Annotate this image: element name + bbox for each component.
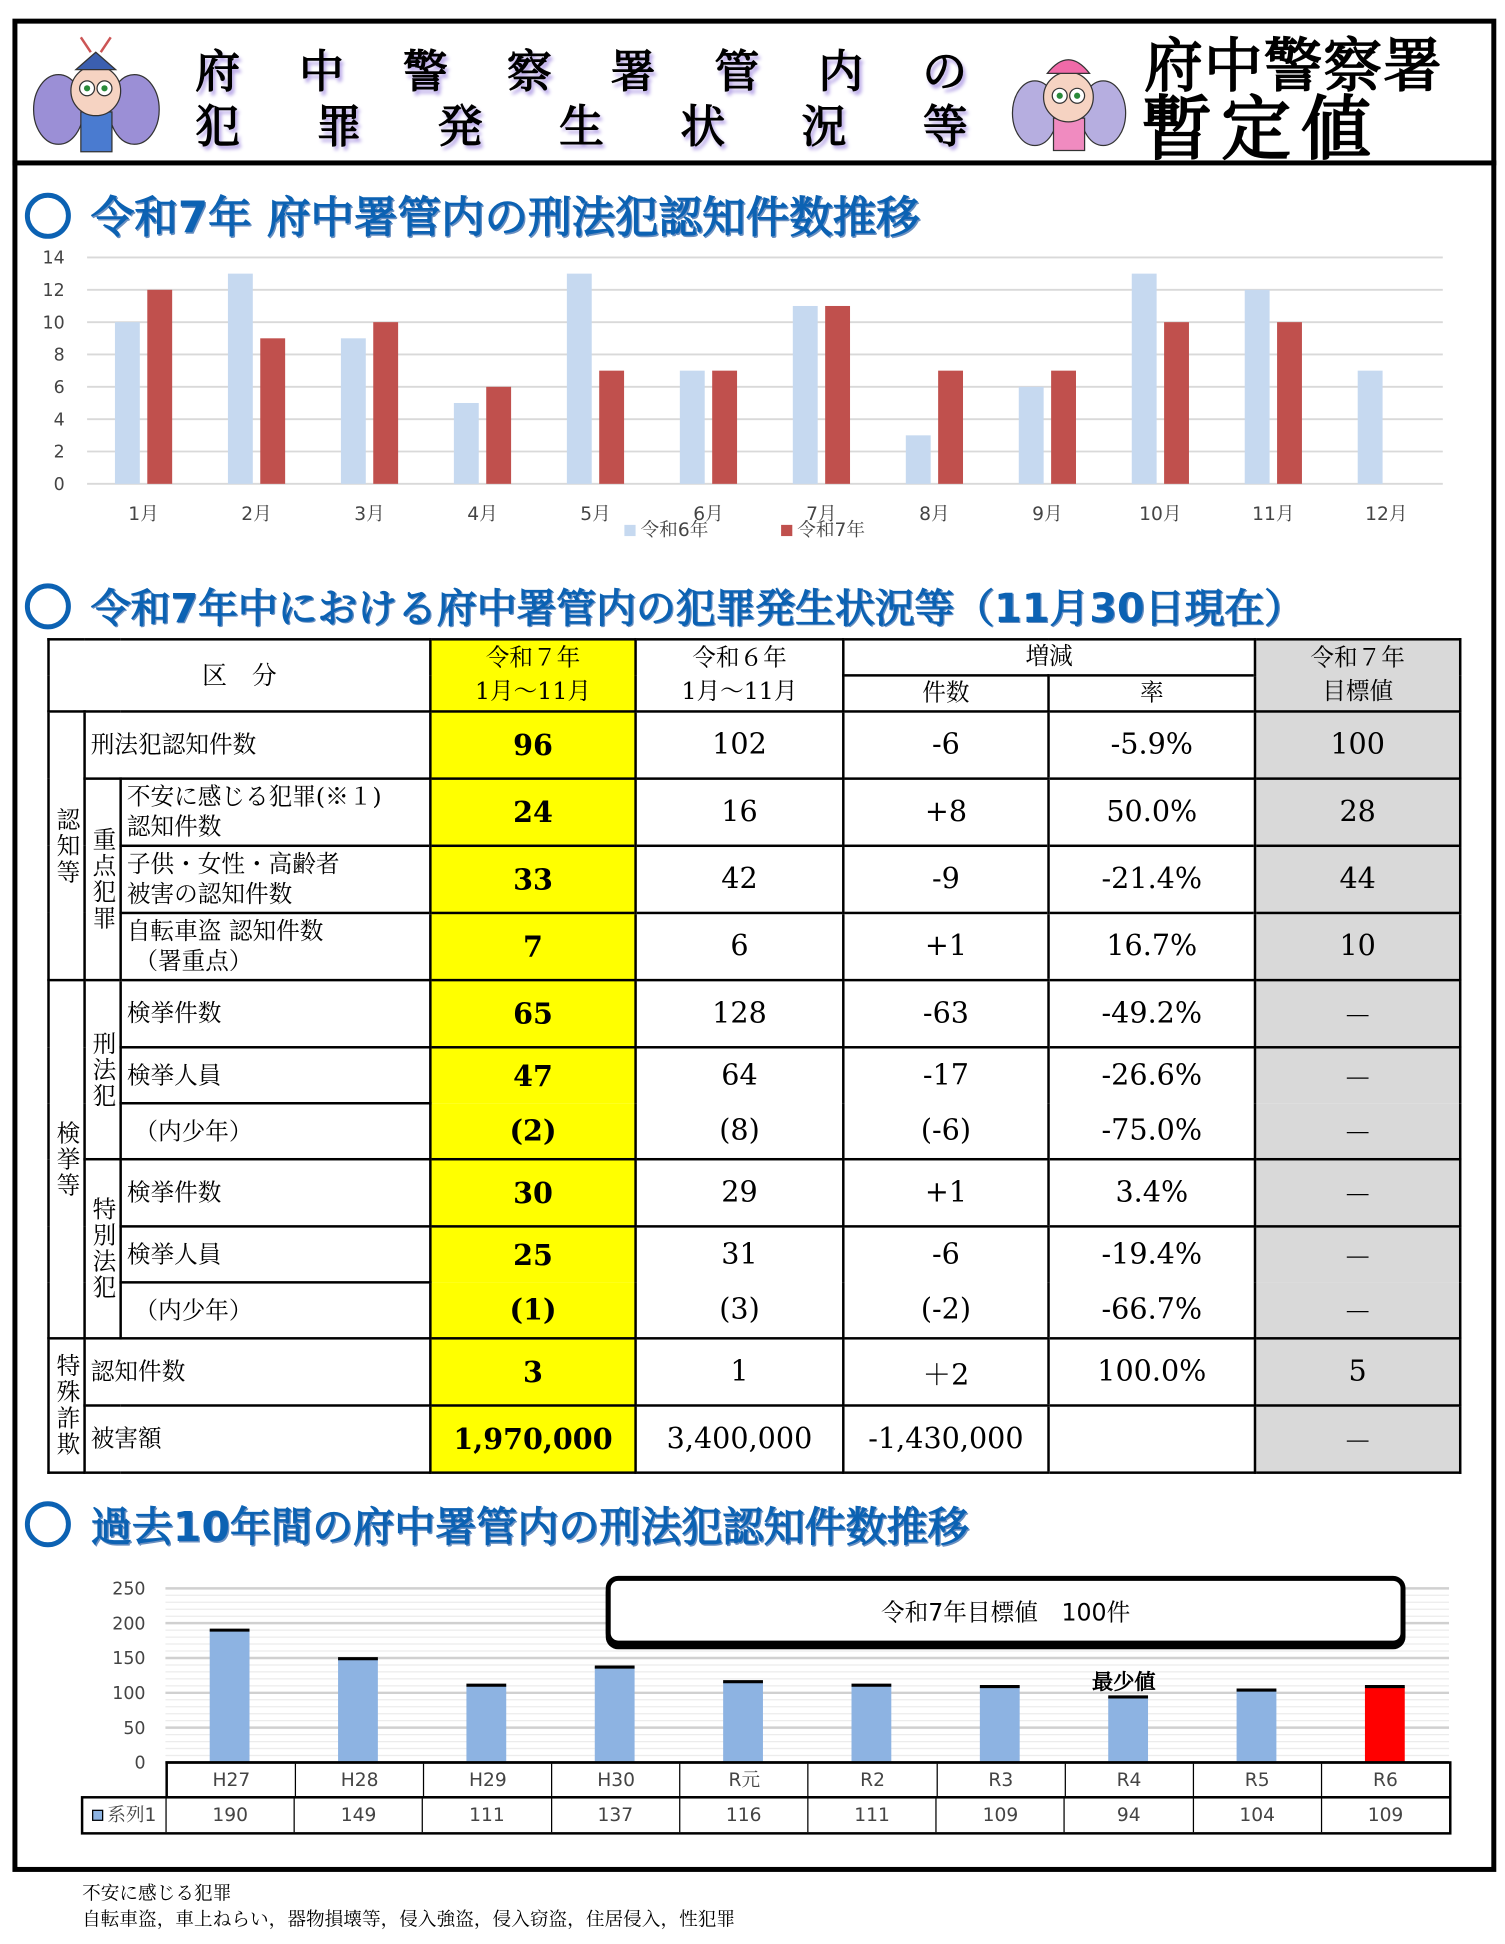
row-label-line: 刑法犯認知件数 <box>90 731 257 759</box>
table-row <box>49 1226 1461 1282</box>
category-row <box>165 1761 1451 1798</box>
x-tick-label: R元 <box>680 1764 808 1796</box>
data-label: 149 <box>294 1799 422 1833</box>
value-r7: 47 <box>430 1047 635 1103</box>
row-label-line: 不安に感じる犯罪(※１) <box>126 783 382 811</box>
value-r6: (8) <box>636 1103 844 1159</box>
bar-r6 <box>906 435 931 484</box>
y-tick-label: 8 <box>53 345 65 366</box>
title-char: 況 <box>801 101 847 153</box>
row-label-line: 検挙件数 <box>126 1179 222 1207</box>
bar-year <box>723 1682 763 1763</box>
footnote <box>82 1881 735 1933</box>
bar-year <box>338 1659 378 1763</box>
value-target: 44 <box>1255 846 1460 913</box>
row-label-line: （署重点） <box>134 947 253 976</box>
value-r6: (3) <box>636 1282 844 1338</box>
group-label: 検挙等 <box>49 980 85 1338</box>
row-label-line: 被害額 <box>90 1425 162 1453</box>
table-row <box>49 1159 1461 1226</box>
x-tick-label: R4 <box>1064 1764 1192 1796</box>
value-r7: 3 <box>430 1338 635 1405</box>
table-row <box>49 913 1461 980</box>
x-tick-label: H28 <box>295 1764 423 1796</box>
section-heading-status <box>25 577 1304 634</box>
header-r7-period: 1月～11月 <box>474 677 591 706</box>
value-r7: 96 <box>430 711 635 778</box>
bar-r6 <box>1132 274 1157 484</box>
bar-year <box>210 1630 250 1762</box>
title-char: 中 <box>299 47 344 99</box>
value-r7: 1,970,000 <box>430 1405 635 1472</box>
subgroup-label: 重点犯罪 <box>85 779 121 980</box>
title-char: 罪 <box>316 101 362 153</box>
row-label <box>121 913 431 980</box>
bar-year <box>466 1685 506 1762</box>
header-r7 <box>430 639 635 711</box>
bar-r6 <box>228 274 253 484</box>
table-row <box>49 779 1461 846</box>
title-char: 内 <box>818 47 864 99</box>
bar-r6 <box>793 306 818 484</box>
header-target-year: 令和７年 <box>1310 644 1405 672</box>
x-tick-label: 11月 <box>1252 503 1295 525</box>
x-tick-label: 8月 <box>919 503 950 525</box>
police-mascot-icon <box>31 35 162 157</box>
y-tick-label: 4 <box>53 410 65 431</box>
title-char: 警 <box>402 47 448 99</box>
table-row <box>49 1405 1461 1472</box>
row-label <box>85 1405 431 1472</box>
row-label-line: 自転車盗 認知件数 <box>126 917 324 946</box>
y-tick-label: 6 <box>53 378 65 399</box>
header-rate: 率 <box>1049 675 1255 711</box>
x-tick-label: 2月 <box>241 503 272 525</box>
provisional-label: 暫定値 <box>1141 89 1381 171</box>
value-rate: -26.6% <box>1049 1047 1255 1103</box>
value-diff: +1 <box>843 913 1048 980</box>
value-r6: 102 <box>636 711 844 778</box>
table-row <box>49 980 1461 1047</box>
bar-r7 <box>1051 371 1076 484</box>
value-diff: -17 <box>843 1047 1048 1103</box>
crime-status-table <box>47 638 1461 1474</box>
title-char: 犯 <box>195 101 241 153</box>
row-label <box>85 711 431 778</box>
x-tick-label: 6月 <box>693 503 724 525</box>
bar-year <box>980 1687 1020 1763</box>
section-title: 令和7年中における府中署管内の犯罪発生状況等（11月30日現在） <box>90 584 1304 632</box>
data-label: 111 <box>422 1799 550 1833</box>
title-char: 署 <box>610 47 656 99</box>
header-r6-year: 令和６年 <box>692 644 787 672</box>
circle-bullet-icon <box>25 1501 71 1547</box>
value-diff: -6 <box>843 1226 1048 1282</box>
row-label <box>121 1226 431 1282</box>
bar-year <box>1365 1687 1405 1763</box>
data-label: 190 <box>165 1799 293 1833</box>
x-tick-label: 1月 <box>128 503 159 525</box>
x-tick-label: 3月 <box>354 503 385 525</box>
circle-bullet-icon <box>25 583 71 629</box>
bar-r6 <box>680 371 705 484</box>
value-r6: 3,400,000 <box>636 1405 844 1472</box>
title-char: 生 <box>559 101 604 153</box>
monthly-bar-chart <box>0 236 1505 547</box>
bar-year <box>595 1667 635 1762</box>
title-char: 府 <box>195 47 241 99</box>
value-diff: -63 <box>843 980 1048 1047</box>
value-r6: 31 <box>636 1226 844 1282</box>
value-diff: -1,430,000 <box>843 1405 1048 1472</box>
y-tick-label: 100 <box>112 1684 146 1705</box>
value-rate: 3.4% <box>1049 1159 1255 1226</box>
y-tick-label: 14 <box>42 248 65 269</box>
y-tick-label: 150 <box>112 1649 146 1670</box>
row-label-line: 子供・女性・高齢者 <box>126 850 340 879</box>
value-diff: (-2) <box>843 1282 1048 1338</box>
group-label: 特殊詐欺 <box>49 1338 85 1472</box>
x-tick-label: H29 <box>423 1764 551 1796</box>
value-target: 28 <box>1255 779 1460 846</box>
legend-label: 系列1 <box>107 1803 157 1826</box>
title-char: 管 <box>714 47 760 99</box>
value-r6: 16 <box>636 779 844 846</box>
row-label <box>121 1047 431 1103</box>
table-row <box>49 1103 1461 1159</box>
value-diff: +1 <box>843 1159 1048 1226</box>
x-tick-label: H27 <box>212 1768 251 1792</box>
value-r7: 25 <box>430 1226 635 1282</box>
data-label: 109 <box>1321 1799 1449 1833</box>
header-r6 <box>636 639 844 711</box>
footnote-title: 不安に感じる犯罪 <box>82 1881 232 1905</box>
y-tick-label: 2 <box>53 442 65 463</box>
subgroup-label: 特別法犯 <box>85 1159 121 1338</box>
value-rate: -66.7% <box>1049 1282 1255 1338</box>
y-tick-label: 12 <box>42 281 65 302</box>
header-diff: 増減 <box>843 639 1255 675</box>
y-tick-label: 200 <box>112 1614 146 1635</box>
value-r7: 33 <box>430 846 635 913</box>
section-title: 過去10年間の府中署管内の刑法犯認知件数推移 <box>90 1502 969 1552</box>
bar-r6 <box>454 403 479 484</box>
x-tick-label: 7月 <box>806 503 837 525</box>
row-label <box>121 1159 431 1226</box>
data-label: 109 <box>936 1799 1064 1833</box>
legend-label: 令和6年 <box>640 520 709 542</box>
y-tick-label: 50 <box>123 1718 146 1739</box>
row-label <box>85 1338 431 1405</box>
title-char: 発 <box>437 101 483 153</box>
y-tick-label: 250 <box>112 1579 146 1600</box>
bar-r6 <box>1358 371 1383 484</box>
header-target <box>1255 639 1460 711</box>
value-diff: -9 <box>843 846 1048 913</box>
bar-r7 <box>938 371 963 484</box>
value-target: － <box>1255 1103 1460 1159</box>
target-callout: 令和7年目標値 100件 <box>606 1576 1406 1646</box>
bar-r6 <box>1245 290 1270 484</box>
data-label: 104 <box>1192 1799 1320 1833</box>
value-r7: 24 <box>430 779 635 846</box>
row-label <box>121 779 431 846</box>
legend-label: 令和7年 <box>797 520 866 542</box>
value-r7: 7 <box>430 913 635 980</box>
row-label <box>121 1103 431 1159</box>
section-heading-10years <box>25 1495 969 1553</box>
table-row <box>49 846 1461 913</box>
bar-r7 <box>825 306 850 484</box>
value-r6: 29 <box>636 1159 844 1226</box>
value-rate: 50.0% <box>1049 779 1255 846</box>
value-diff: -6 <box>843 711 1048 778</box>
y-tick-label: 10 <box>42 313 65 334</box>
mascot-girl-icon <box>1010 41 1128 155</box>
value-target: － <box>1255 1282 1460 1338</box>
bar-year <box>1237 1690 1277 1762</box>
x-tick-label: H30 <box>551 1764 679 1796</box>
title-char: 等 <box>922 101 968 153</box>
group-label: 認知等 <box>49 711 85 980</box>
value-diff: +8 <box>843 779 1048 846</box>
row-label-line: 認知件数 <box>90 1358 186 1386</box>
bar-year <box>852 1685 892 1762</box>
x-tick-label: 12月 <box>1365 503 1408 525</box>
bar-r7 <box>712 371 737 484</box>
value-diff: (-6) <box>843 1103 1048 1159</box>
bar-r7 <box>1277 322 1302 484</box>
table-row <box>49 1338 1461 1405</box>
title-char: の <box>922 47 968 99</box>
value-r7: 65 <box>430 980 635 1047</box>
x-tick-label: R5 <box>1192 1764 1320 1796</box>
bar-year <box>1108 1697 1148 1762</box>
bar-r7 <box>147 290 172 484</box>
minimum-annotation: 最少値 <box>1092 1670 1156 1696</box>
x-tick-label: R3 <box>936 1764 1064 1796</box>
value-rate: 100.0% <box>1049 1338 1255 1405</box>
table-row <box>49 1282 1461 1338</box>
row-label-line: （内少年） <box>134 1117 253 1145</box>
value-rate <box>1049 1405 1255 1472</box>
legend-swatch <box>624 525 635 536</box>
bar-r7 <box>373 322 398 484</box>
value-r6: 6 <box>636 913 844 980</box>
y-tick-label: 0 <box>134 1753 146 1774</box>
bar-r7 <box>1164 322 1189 484</box>
data-label: 94 <box>1064 1799 1192 1833</box>
table-row <box>49 1047 1461 1103</box>
row-label-line: 検挙件数 <box>126 1000 222 1028</box>
data-label: 137 <box>551 1799 679 1833</box>
value-diff: ＋2 <box>843 1338 1048 1405</box>
value-rate: -49.2% <box>1049 980 1255 1047</box>
bar-r6 <box>1019 387 1044 484</box>
value-r7: (2) <box>430 1103 635 1159</box>
y-tick-label: 0 <box>53 475 65 496</box>
circle-bullet-icon <box>25 192 71 238</box>
value-target: － <box>1255 1159 1460 1226</box>
section-title: 令和7年 府中署管内の刑法犯認知件数推移 <box>90 194 920 244</box>
header-target-label: 目標値 <box>1322 677 1394 706</box>
bar-r7 <box>486 387 511 484</box>
x-tick-label: 5月 <box>580 503 611 525</box>
legend-cell <box>83 1799 165 1833</box>
value-r6: 1 <box>636 1338 844 1405</box>
row-label-line: 検挙人員 <box>126 1240 222 1269</box>
value-rate: -5.9% <box>1049 711 1255 778</box>
value-r6: 42 <box>636 846 844 913</box>
row-label-line: 認知件数 <box>126 813 222 841</box>
value-rate: -19.4% <box>1049 1226 1255 1282</box>
value-target: － <box>1255 980 1460 1047</box>
value-r6: 128 <box>636 980 844 1047</box>
legend-swatch <box>92 1810 103 1821</box>
legend-swatch <box>781 525 792 536</box>
value-row <box>81 1796 1452 1835</box>
subgroup-label: 刑法犯 <box>85 980 121 1159</box>
table-row <box>49 711 1461 778</box>
bar-r7 <box>260 338 285 484</box>
row-label <box>121 1282 431 1338</box>
data-label: 111 <box>807 1799 935 1833</box>
header-category: 区 分 <box>49 639 431 711</box>
header-count: 件数 <box>843 675 1048 711</box>
value-target: 10 <box>1255 913 1460 980</box>
row-label-line: 被害の認知件数 <box>126 880 293 908</box>
bar-r6 <box>341 338 366 484</box>
row-label <box>121 846 431 913</box>
title-char: 察 <box>506 47 552 99</box>
value-rate: -75.0% <box>1049 1103 1255 1159</box>
bar-r7 <box>599 371 624 484</box>
value-target: － <box>1255 1226 1460 1282</box>
station-name: 府中警察署 <box>1144 32 1443 101</box>
x-tick-label: R6 <box>1321 1764 1449 1796</box>
footnote-list: 自転車盗，車上ねらい，器物損壊等，侵入強盗，侵入窃盗，住居侵入，性犯罪 <box>82 1907 736 1931</box>
value-r7: (1) <box>430 1282 635 1338</box>
value-target: 100 <box>1255 711 1460 778</box>
value-target: 5 <box>1255 1338 1460 1405</box>
data-label: 116 <box>679 1799 807 1833</box>
row-label <box>121 980 431 1047</box>
bar-r6 <box>567 274 592 484</box>
x-tick-label: 10月 <box>1139 503 1182 525</box>
value-target: － <box>1255 1405 1460 1472</box>
value-r7: 30 <box>430 1159 635 1226</box>
row-label-line: 検挙人員 <box>126 1061 222 1089</box>
value-r6: 64 <box>636 1047 844 1103</box>
value-rate: -21.4% <box>1049 846 1255 913</box>
header-r7-year: 令和７年 <box>485 644 581 672</box>
x-tick-label: R2 <box>808 1764 936 1796</box>
row-label-line: （内少年） <box>134 1296 253 1325</box>
header-r6-period: 1月～11月 <box>681 677 798 706</box>
bar-r6 <box>115 322 140 484</box>
x-tick-label: 4月 <box>467 503 498 525</box>
value-target: － <box>1255 1047 1460 1103</box>
x-tick-label: 9月 <box>1032 503 1063 525</box>
title-char: 状 <box>680 101 726 153</box>
value-rate: 16.7% <box>1049 913 1255 980</box>
